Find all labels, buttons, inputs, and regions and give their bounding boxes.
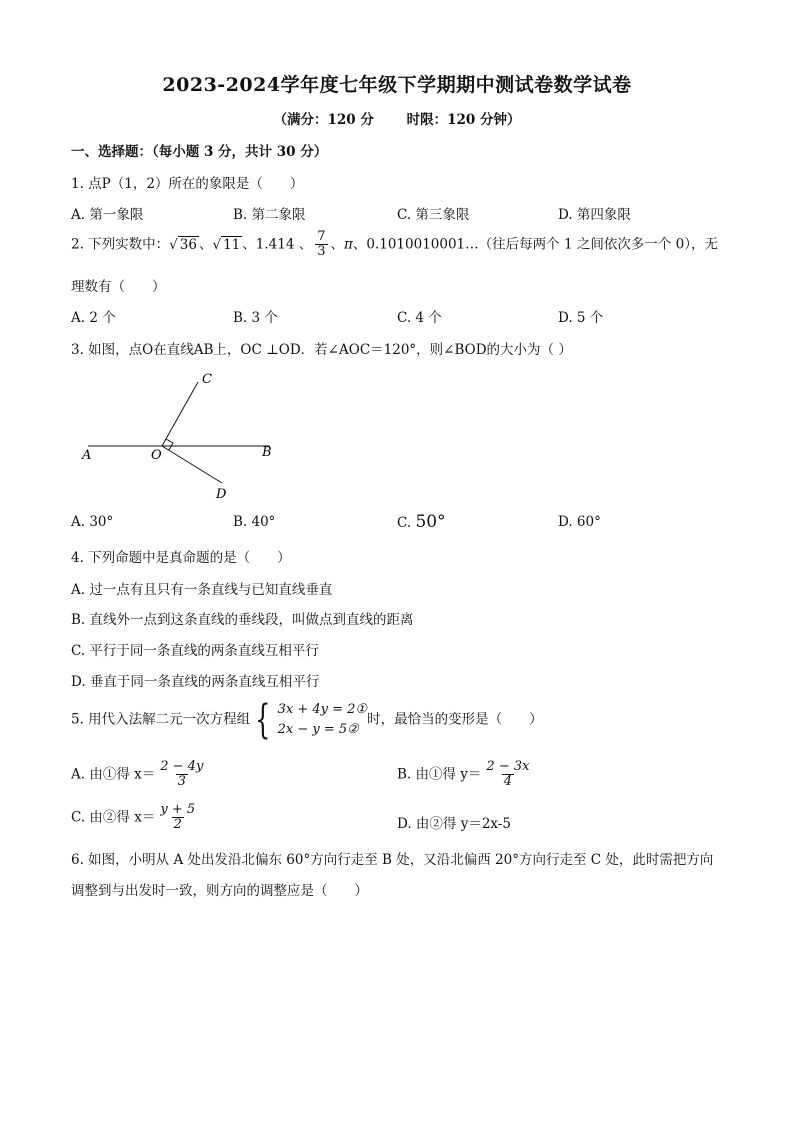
q1-option-c: C. 第三象限 — [397, 207, 470, 223]
q1-option-b: B. 第二象限 — [233, 207, 306, 223]
label-o: O — [151, 448, 162, 463]
ray-oc — [162, 382, 198, 446]
equation-2: 2x − y = 5② — [277, 722, 359, 738]
q1-option-d: D. 第四象限 — [558, 207, 631, 223]
question-6: 6. 如图，小明从 A 处出发沿北偏东 60°方向行走至 B 处，又沿北偏西 20°方向行走至 C 处，此时需把方向 — [71, 852, 714, 868]
ray-od — [162, 446, 222, 483]
q4-option-d: D. 垂直于同一条直线的两条直线互相平行 — [71, 674, 320, 690]
sqrt-11: √ 11 — [212, 236, 241, 253]
section-heading: 一、选择题：（每小题 3 分，共计 30 分） — [71, 144, 328, 160]
full-score: （满分：120 分 — [273, 112, 374, 128]
q5-option-c: C. 由②得 x＝ $\frac{y + 5}{2}$ — [71, 802, 196, 833]
time-limit: 时限：120 分钟） — [406, 112, 521, 128]
sqrt-36: √ 36 — [169, 236, 197, 253]
label-d: D — [216, 487, 227, 502]
label-c: C — [202, 372, 212, 387]
q2-option-a: A. 2 个 — [71, 310, 116, 326]
label-b: B — [262, 445, 272, 460]
q4-option-b: B. 直线外一点到这条直线的垂线段，叫做点到直线的距离 — [71, 612, 414, 628]
q3-option-c: C. 50° — [397, 512, 446, 532]
question-4: 4. 下列命题中是真命题的是（ ） — [71, 550, 291, 566]
q5-option-d: D. 由②得 y＝2x-5 — [397, 816, 511, 832]
q2-option-b: B. 3 个 — [233, 310, 278, 326]
q2-option-c: C. 4 个 — [397, 310, 442, 326]
q5-option-b: B. 由①得 y＝ $\frac{2 - 3x}{4}$ — [397, 759, 530, 790]
question-1: 1. 点P（1，2）所在的象限是（ ） — [71, 176, 304, 192]
question-5: 5. 用代入法解二元一次方程组 { 3x + 4y = 2① 2x − y = 5② 时，最恰当的变形是（ ） — [71, 697, 543, 744]
equation-1: 3x + 4y = 2① — [277, 702, 368, 717]
q3-option-b: B. 40° — [233, 514, 276, 530]
q4-option-a: A. 过一点有且只有一条直线与已知直线垂直 — [71, 582, 333, 598]
label-a: A — [82, 448, 92, 463]
equation-system: { 3x + 4y = 2① 2x − y = 5② — [255, 697, 368, 744]
q2-option-d: D. 5 个 — [558, 310, 604, 326]
q1-option-a: A. 第一象限 — [71, 207, 144, 223]
q3-option-d: D. 60° — [558, 514, 601, 530]
q5-option-a: A. 由①得 x＝ $\frac{2 - 4y}{3}$ — [71, 759, 204, 790]
question-2: 2. 下列实数中：√ 36 、√ 11 、1.414 、 $\frac{7}{3}$ 、π、0.1010010001…（往后每两个 1 之间依次多一个 0），无 — [71, 229, 718, 260]
q4-option-c: C. 平行于同一条直线的两条直线互相平行 — [71, 643, 319, 659]
question-2-cont: 理数有（ ） — [71, 279, 166, 295]
question-6-cont: 调整到与出发时一致，则方向的调整应是（ ） — [71, 883, 368, 899]
exam-title: 2023-2024学年度七年级下学期期中测试卷数学试卷 — [162, 74, 632, 96]
fraction-7-3: $\frac{7}{3}$ — [317, 229, 326, 260]
right-angle-mark — [166, 439, 173, 450]
question-3: 3. 如图，点O在直线AB上，OC ⊥OD．若∠AOC＝120°，则∠BOD的大小为（ ） — [71, 342, 572, 358]
exam-subtitle — [0, 108, 794, 128]
geometry-figure — [0, 365, 794, 505]
q3-option-a: A. 30° — [71, 514, 114, 530]
